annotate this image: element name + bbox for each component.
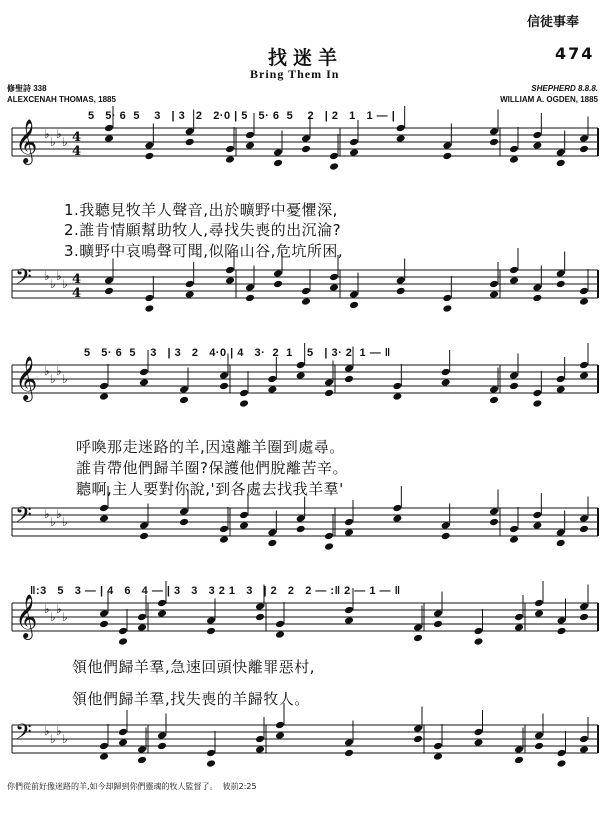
svg-text:4: 4 [72, 286, 82, 301]
svg-text:4: 4 [72, 130, 82, 145]
svg-text:♭: ♭ [44, 364, 50, 378]
svg-text:♭: ♭ [62, 515, 68, 529]
svg-text:♭: ♭ [44, 127, 50, 141]
lyric-verse-2-line-2: 誰肯帶他們歸羊圈?保護他們脫離苦辛。 [76, 459, 348, 477]
svg-text:𝄞: 𝄞 [15, 594, 38, 638]
source-reference: 修聖詩 338 [7, 84, 47, 93]
svg-text:4: 4 [72, 144, 82, 159]
svg-text:𝄢: 𝄢 [15, 720, 32, 750]
lyricist-credit: ALEXCENAH THOMAS, 1885 [7, 95, 116, 104]
svg-text:♭: ♭ [44, 269, 50, 283]
svg-text:♭: ♭ [50, 277, 56, 291]
svg-text:♭: ♭ [56, 269, 62, 283]
composer-credit: WILLIAM A. OGDEN, 1885 [500, 95, 598, 104]
svg-text:♭: ♭ [62, 372, 68, 386]
lyric-refrain-line-2: 領他們歸羊羣,找失喪的羊歸牧人。 [72, 690, 310, 708]
section-label: 信徒事奉 [527, 15, 580, 30]
svg-text:𝄢: 𝄢 [15, 503, 32, 533]
hymn-subtitle: Bring Them In [250, 67, 340, 81]
svg-text:♭: ♭ [50, 610, 56, 624]
lyric-verse-1-line-2: 呼喚那走迷路的羊,因遠離羊圈到處尋。 [76, 438, 345, 456]
svg-text:𝄞: 𝄞 [15, 119, 38, 163]
jianpu-row-1: 5 5· 6 5 3 | 3 2 2·0 | 5 5· 6 5 2 | 2 1 1 — | [88, 110, 396, 122]
lyric-verse-2-line-1: 2.誰肯情願幫助牧人,尋找失喪的出沉淪? [64, 221, 342, 239]
svg-text:♭: ♭ [56, 724, 62, 738]
svg-text:♭: ♭ [50, 732, 56, 746]
svg-text:♭: ♭ [62, 135, 68, 149]
tune-name: SHEPHERD 8.8.8. [531, 84, 598, 93]
svg-text:𝄢: 𝄢 [15, 265, 32, 295]
svg-text:♭: ♭ [50, 372, 56, 386]
svg-text:♭: ♭ [62, 732, 68, 746]
svg-text:♭: ♭ [50, 515, 56, 529]
hymn-title: 找迷羊 [268, 47, 344, 69]
svg-text:♭: ♭ [44, 602, 50, 616]
svg-text:♭: ♭ [56, 127, 62, 141]
svg-text:♭: ♭ [44, 507, 50, 521]
svg-text:♭: ♭ [56, 364, 62, 378]
lyric-refrain-line-1: 領他們歸羊羣,急速回頭快離罪惡村, [72, 658, 316, 676]
hymn-number: 474 [555, 44, 595, 63]
svg-text:♭: ♭ [50, 135, 56, 149]
lyric-verse-3-line-1: 3.曠野中哀鳴聲可聞,似陷山谷,危坑所困, [64, 242, 344, 260]
svg-text:♭: ♭ [62, 610, 68, 624]
jianpu-row-2: 5 5· 6 5 3 | 3 2 4·0 | 4 3· 2 1 5 | 3· 2 1 — ‖ [84, 347, 391, 359]
lyric-verse-1-line-1: 1.我聽見牧羊人聲音,出於曠野中憂懼深, [64, 201, 338, 219]
svg-text:♭: ♭ [44, 724, 50, 738]
jianpu-row-3: ‖:3 5 3 — | 4 6 4 — | 3 3 3 2 1 3 | 2 2 2 — :‖ 2 — 1 — ‖ [30, 585, 401, 597]
svg-text:𝄞: 𝄞 [15, 356, 38, 400]
svg-text:♭: ♭ [56, 602, 62, 616]
svg-text:4: 4 [72, 272, 82, 287]
svg-text:♭: ♭ [56, 507, 62, 521]
lyric-verse-3-line-2: 聽啊,主人要對你說,'到各處去找我羊羣' [76, 480, 344, 498]
scripture-footer: 你們從前好像迷路的羊,如今却歸到你們靈魂的牧人監督了。 彼前2:25 [7, 782, 257, 791]
svg-text:♭: ♭ [62, 277, 68, 291]
